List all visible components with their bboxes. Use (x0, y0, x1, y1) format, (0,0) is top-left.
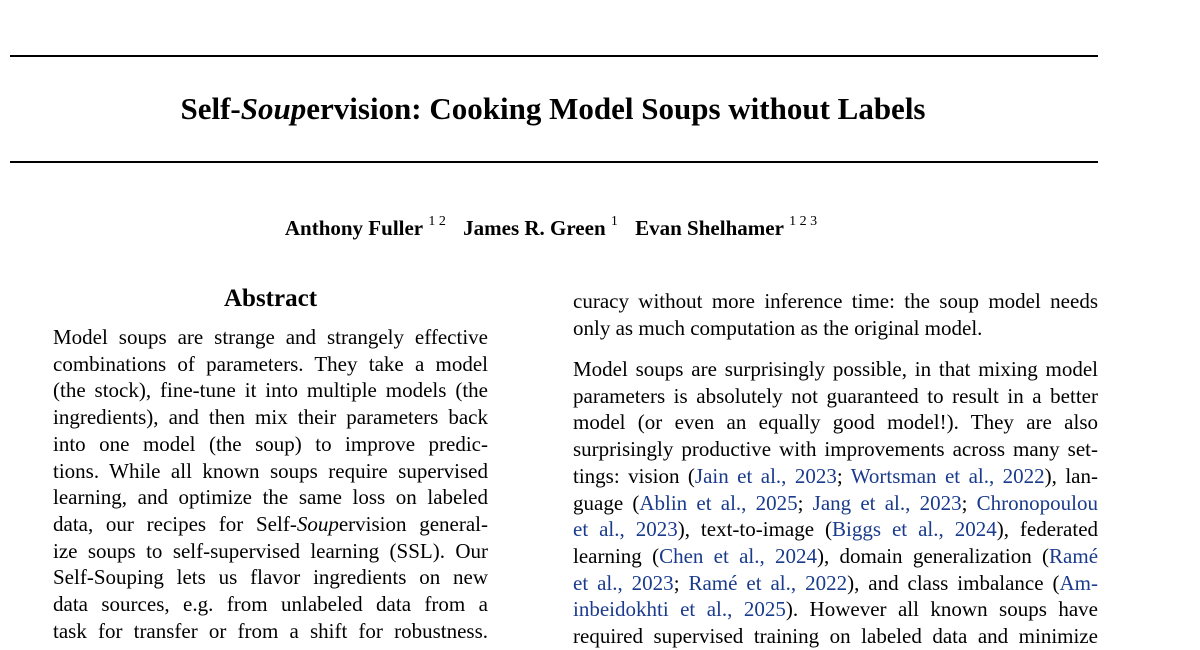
abstract-line: data, our recipes for Self-Soupervision general- (53, 511, 488, 536)
abstract-line: (the stock), fine-tune it into multiple models (the (53, 378, 488, 403)
body-line: required supervised training on labeled data and minimize (573, 624, 1098, 649)
abstract-line: learning, and optimize the same loss on labeled (53, 485, 488, 510)
abstract-line: into one model (the soup) to improve predic- (53, 431, 488, 456)
abstract-line: Self-Souping lets us flavor ingredients on new (53, 565, 488, 590)
citation-link[interactable]: inbeidokhti et al., 2025 (573, 597, 786, 622)
abstract-line: task for transfer or from a shift for robustness. (53, 618, 488, 643)
author-2: James R. Green $^1$ (463, 214, 618, 240)
body-line: Model soups are surprisingly possible, in that mixing model (573, 357, 1098, 381)
citation-link[interactable]: Ramé (1049, 543, 1099, 568)
author-list (0, 211, 1102, 241)
abstract-line: data sources, e.g. from unlabeled data from a (53, 592, 488, 617)
body-line: et al., 2023), text-to-image (Biggs et al., 2024), federated (573, 517, 1099, 542)
intro-paragraph-2 (573, 356, 1098, 650)
abstract-line: combinations of parameters. They take a model (53, 351, 488, 376)
body-line: only as much computation as the original model. (573, 315, 983, 340)
body-line: guage (Ablin et al., 2025; Jang et al., 2023; Chronopoulou (573, 490, 1098, 515)
citation-link[interactable]: Jang et al., 2023 (812, 490, 962, 515)
author-3: Evan Shelhamer $^{1 2 3}$ (635, 214, 818, 240)
abstract-line: ingredients), and then mix their parameters back (53, 405, 488, 430)
citation-link[interactable]: Wortsman et al., 2022 (850, 463, 1045, 488)
citation-link[interactable]: et al., 2023 (573, 517, 678, 542)
citation-link[interactable]: Jain et al., 2023 (694, 463, 837, 488)
body-line: inbeidokhti et al., 2025). However all known soups have (573, 597, 1098, 622)
citation-link[interactable]: Am- (1059, 570, 1098, 595)
abstract-line: ize soups to self-supervised learning (SSL). Our (53, 538, 488, 563)
body-line: parameters is absolutely not guaranteed to result in a better (573, 383, 1098, 408)
citation-link[interactable]: Ablin et al., 2025 (639, 490, 798, 515)
intro-paragraph-1 (573, 288, 1098, 341)
body-line: curacy without more inference time: the soup model needs (573, 289, 1098, 313)
body-line: learning (Chen et al., 2024), domain generalization (Ramé (573, 543, 1099, 568)
body-line: tings: vision (Jain et al., 2023; Wortsman et al., 2022), lan- (573, 463, 1098, 488)
abstract-body (53, 324, 488, 644)
citation-link[interactable]: Chronopoulou (976, 490, 1098, 515)
abstract-heading: Abstract (223, 285, 318, 312)
abstract-line: tions. While all known soups require supervised (53, 458, 488, 483)
citation-link[interactable]: Chen et al., 2024 (659, 543, 818, 568)
body-line: et al., 2023; Ramé et al., 2022), and class imbalance (Am- (573, 570, 1098, 595)
citation-link[interactable]: Ramé et al., 2022 (688, 570, 848, 595)
body-line: surprisingly productive with improvements across many set- (573, 437, 1098, 462)
citation-link[interactable]: Biggs et al., 2024 (832, 517, 997, 542)
abstract-line: Model soups are strange and strangely effective (53, 325, 488, 349)
author-1: Anthony Fuller $^{1 2}$ (284, 214, 446, 240)
paper-title: Self-Soupervision: Cooking Model Soups without Labels (180, 91, 926, 126)
body-line: model (or even an equally good model!). They are also (573, 410, 1098, 435)
bottom-rule (10, 161, 1098, 163)
citation-link[interactable]: et al., 2023 (573, 570, 674, 595)
top-rule (10, 55, 1098, 57)
